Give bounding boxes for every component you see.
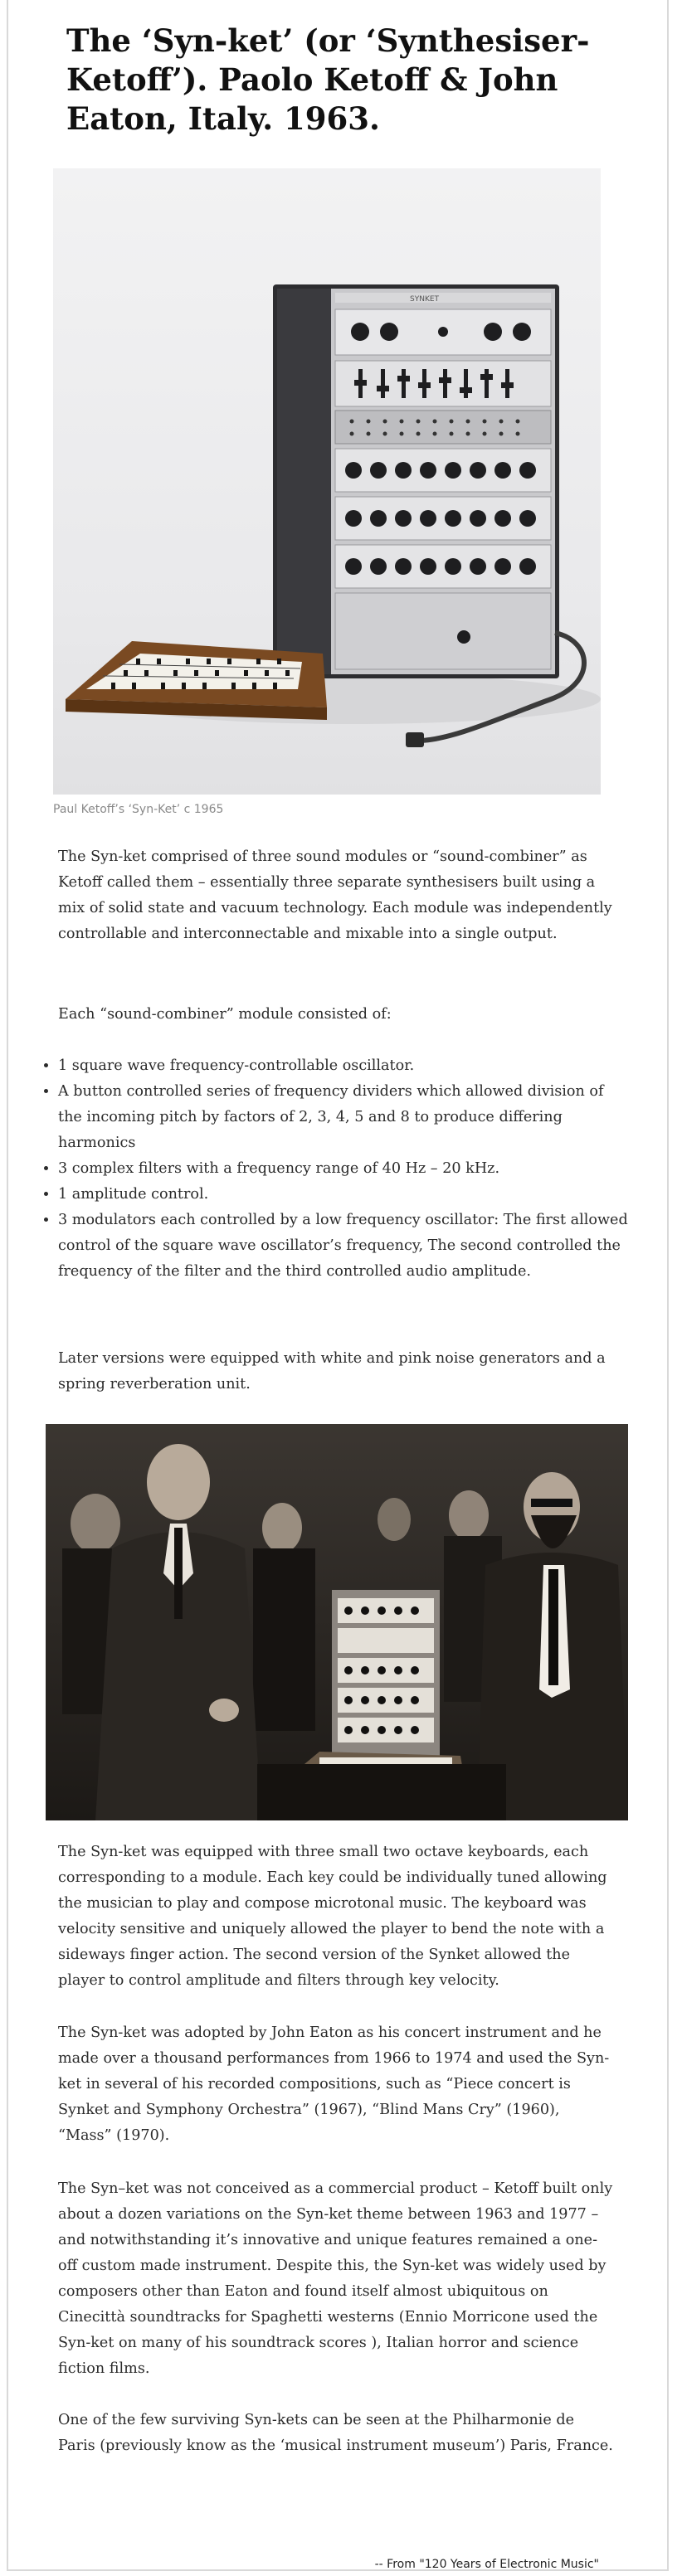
article-title: The ‘Syn-ket’ (or ‘Synthesiser-Ketoff’). Paolo Ketoff & John Eaton, Italy. 1963.	[66, 22, 590, 137]
synket-photo	[53, 168, 601, 795]
paragraph-eaton: The Syn-ket was adopted by John Eaton as his concert instrument and he made over a thousand performances from 1966 to 1974 and used the Syn-ket in several of his recorded compositions, such as “Piece concert is Synket and Symphony Orchestra” (1967), “Blind Mans Cry” (1960), “Mass” (1970).	[58, 2024, 610, 2144]
list-item: • A button controlled series of frequency dividers which allowed division of the incoming pitch by factors of 2, 3, 4, 5 and 8 to produce differing harmonics	[58, 1079, 631, 1156]
module-feature-list	[40, 1053, 631, 1285]
list-item: • 1 amplitude control.	[58, 1182, 631, 1208]
list-item: • 1 square wave frequency-controllable oscillator.	[58, 1053, 631, 1079]
paragraph-commercial: The Syn–ket was not conceived as a commercial product – Ketoff built only about a dozen variations on the Syn-ket theme between 1963 and 1977 – and notwithstanding it’s innovative and unique features remained a one-off custom made instrument. Despite this, the Syn-ket was widely used by composers other than Eaton and found itself almost ubiquitous on Cinecittà soundtracks for Spaghetti westerns (Ennio Morricone used the Syn-ket on many of his soundtrack scores ), Italian horror and science fiction films.	[58, 2180, 613, 2377]
paragraph-keyboards: The Syn-ket was equipped with three small two octave keyboards, each corresponding to a module. Each key could be individually tuned allowing the musician to play and compose microtonal music. The keyboard was velocity sensitive and uniquely allowed the player to bend the note with a sideways finger action. The second version of the Synket allowed the player to control amplitude and filters through key velocity.	[58, 1844, 607, 1989]
photo-caption: Paul Ketoff’s ‘Syn-Ket’ c 1965	[53, 803, 224, 816]
paragraph-module-heading: Each “sound-combiner” module consisted of:	[58, 1006, 392, 1023]
list-item: • 3 complex filters with a frequency range of 40 Hz – 20 kHz.	[58, 1156, 631, 1182]
list-item: • 3 modulators each controlled by a low frequency oscillator: The first allowed control of the square wave oscillator’s frequency, The second controlled the frequency of the filter and the third controlled audio amplitude.	[58, 1208, 631, 1285]
panel-label: SYNKET	[410, 295, 440, 304]
paragraph-surviving: One of the few surviving Syn-kets can be seen at the Philharmonie de Paris (previously know as the ‘musical instrument museum’) Paris, France.	[58, 2412, 613, 2454]
paragraph-intro: The Syn-ket comprised of three sound modules or “sound-combiner” as Ketoff called them – essentially three separate synthesisers built using a mix of solid state and vacuum technology. Each module was independently controllable and interconnectable and mixable into a single output.	[58, 848, 612, 942]
synket-illustration	[53, 168, 601, 795]
group-photo	[46, 1424, 628, 1820]
paragraph-later-versions: Later versions were equipped with white and pink noise generators and a spring reverberation unit.	[58, 1350, 606, 1392]
source-attribution: -- From "120 Years of Electronic Music"	[374, 2558, 599, 2571]
group-photo-illustration	[46, 1424, 628, 1820]
